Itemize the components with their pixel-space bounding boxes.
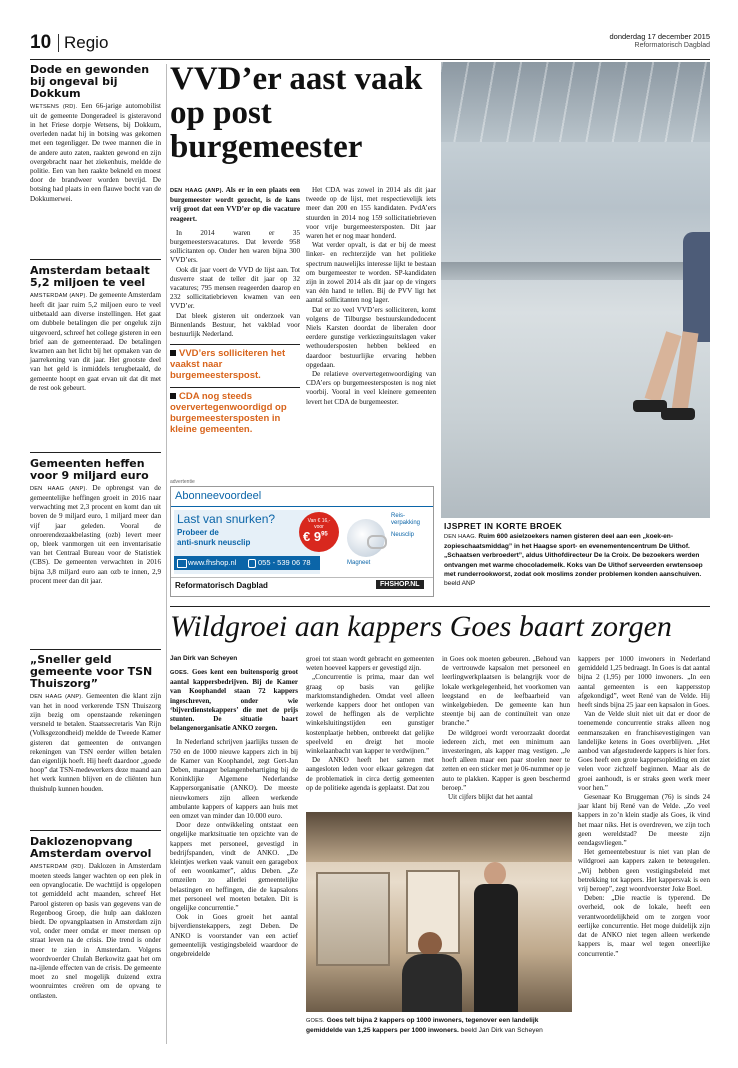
kappers-paragraph: Ook in Goes groeit het aantal bijverdienstekappers, zegt Deben. De ANKO is voorstander van een actief gemeentelijk vestigingsbeleid waardoor de ongebreidelde [170, 913, 298, 959]
kappers-paragraph: Gesenaar Ko Bruggeman (76) is sinds 24 jaar klant bij René van de Velde. „Zo veel kappers in zo’n klein stadje als Goes, ik vind het maar niks. Het is overdreven, we zijn toch geen wereldstad? De meeste zijn eendagsvliegen.” [578, 793, 710, 848]
ice-skating-photo [441, 62, 710, 518]
ad-banner: Abonneevoordeel [175, 490, 262, 502]
vvd-dateline: DEN HAAG (ANP). [170, 188, 224, 194]
vvd-paragraph: De relatieve oververtegenwoordiging van CDA’ers op burgemeestersposten is nog niet voorbij. Vooral in veel kleinere gemeenten levert het CDA de burgemeester. [306, 370, 436, 406]
cart-icon [177, 559, 187, 568]
ice-caption-credit: beeld ANP [444, 580, 476, 588]
kappers-paragraph: Van de Velde sluit niet uit dat er door de toenemende concurrentie straks alleen nog eenmanszaken en franchisevestigingen van landelijke ketens in Goes overblijven. „Het aanbod van afgestudeerde kappers is hier fors. Goes heeft een grote kappersopleiding en ziet velen voor zichzelf beginnen. Maar als de groei aanhoudt, is er straks geen werk meer voor hen.” [578, 710, 710, 792]
salon-photo-caption: GOES. Goes telt bijna 2 kappers op 1000 inwoners, tegenover een landelijk gemiddelde van 1,25 kappers per 1000 inwoners. beeld Jan Dirk van Scheyen [306, 1017, 543, 1035]
ice-caption-title: IJSPRET IN KORTE BROEK [444, 521, 563, 531]
brief-title: „Sneller geld gemeente voor TSN Thuiszorg” [30, 653, 153, 690]
header-date: donderdag 17 december 2015 [609, 32, 710, 41]
vvd-col-2 [306, 186, 436, 407]
vvd-headline: VVD’er aast vaak op post burgemeester [170, 61, 423, 165]
brief-divider [30, 830, 161, 831]
ad-brand: Reformatorisch Dagblad [175, 581, 268, 590]
brief-dateline: DEN HAAG (ANP). [30, 485, 88, 492]
ice-photo-caption: IJSPRET IN KORTE BROEK DEN HAAG. Ruim 600 asielzoekers namen gisteren deel aan een „koek-en-zopieschaatsmiddag” in het Haagse sport- en evenementencentrum De Uithof. „Schaatsen verbroedert”, aldus Uithofdirecteur De la Croix. De bezoekers werden ontvangen met warme chocolademelk. Koks van De Uithof serveerden erwtensoep met runderrookworst, zodat ook moslims zonder problemen konden aanschuiven. beeld ANP [444, 521, 710, 588]
ad-url[interactable]: www.fhshop.nl [188, 558, 237, 567]
brief-dateline: WETSENS (RD). [30, 103, 78, 110]
vvd-paragraph: Wat verder opvalt, is dat er bij de meest linker- en rechterzijde van het politieke spectrum nauwelijks interesse lijkt te bestaan om burgemeester te worden. SP-kandidaten zijn in zowel 2014 als dit jaar op de vingers van één hand te tellen. Bij de PVV ligt het aantal sollicitanten nog lager. [306, 241, 436, 305]
vvd-paragraph: Dat er zo veel VVD’ers solliciteren, komt volgens de Tilburgse bestuurskundedocent Niels Karsten doordat de liberalen door eerdere gunstige verkiezingsuitslagen vaker wethoudersposten hebben bekleed en daardoor bestuurlijke ervaring hebben opgedaan. [306, 305, 436, 369]
vvd-paragraph: Het CDA was zowel in 2014 als dit jaar tweede op de lijst, met respectievelijk iets meer dan 200 en 155 kandidaten. PvdA’ers stuurden in 2014 nog 159 sollicitatiebrieven voor vrije burgemeestersposten. Dit jaar waren het er nog maar honderd. [306, 186, 436, 241]
brief-dateline: AMSTERDAM (RD). [30, 863, 86, 870]
brief-title: Amsterdam betaalt 5,2 miljoen te veel [30, 264, 150, 289]
brief-5 [30, 836, 161, 1001]
brief-dateline: DEN HAAG (ANP). [30, 693, 84, 700]
kappers-paragraph: Het gemeentebestuur is niet van plan de wildgroei aan kappers zaken te beteugelen. „Wij hebben geen vestigingsbeleid met betrekking tot kappers. Het kappersvak is een vrij beroep”, zegt woordvoerster Joke Boel. [578, 848, 710, 894]
ad-headline: Last van snurken? [177, 512, 276, 526]
brief-title: Daklozenopvang Amsterdam overvol [30, 835, 152, 860]
ad-price-badge: Van € 16,- voor € $9^{95}$ [299, 512, 339, 552]
kappers-paragraph: kappers per 1000 inwoners in Nederland gemiddeld 1,25 bedraagt. In Goes is dat aantal bijna 2 (1,95) per 1000 inwoners. „In een aantal gemeenten is een kappersstop afgekondigd”, weet René van de Velde. Hij heeft sinds bijna 25 jaar een kapsalon in Goes. [578, 655, 710, 710]
ad-sub-1: Probeer de [177, 528, 219, 537]
kappers-paragraph: in Goes ook moeten gebeuren. „Behoud van de vertrouwde kapsalon met personeel en leerlingwerkplaatsen is belangrijk voor de lokale werkgelegenheid, het voorkomen van leegstand en de leefbaarheid van winkelgebieden. De gemeente kan hun steentje bij aan de continuïteit van onze branche.” [442, 655, 570, 728]
kappers-paragraph: De ANKO heeft het samen met aangesloten leden voor elkaar gekregen dat de problematiek in circa dertig gemeenten op de politieke agenda is geplaatst. Dat zou [306, 756, 434, 792]
brief-divider [30, 452, 161, 453]
kappers-headline: Wildgroei aan kappers Goes baart zorgen [170, 610, 672, 643]
hairdresser-figure [466, 862, 526, 1012]
client-figure [402, 932, 462, 1012]
kappers-paragraph: „Concurrentie is prima, maar dan wel graag op basis van gelijke marktomstandigheden. Omdat veel alleen werkende kappers door het ontlopen van zowel de heffingen als de verplichte winkelsluitingstijden een gunstiger kostenplaatje hebben, ontbreekt dat gelijke speelveld en dreigt het mooie winkelaanbacht van kapper te verdwijnen.” [306, 673, 434, 756]
brief-divider [30, 259, 161, 260]
kappers-lead: Goes kent een buitensporig groot aantal kappersbedrijven. Bij de Kamer van Koophandel staan 72 kappers ingeschreven, onder wie ‘bijverdienstekappers’ die met de prijs stunten. De situatie baart belangenorganisatie ANKO zorgen. [170, 668, 298, 733]
page-header [30, 30, 710, 58]
section-rule [170, 606, 710, 607]
brief-body: Een 66-jarige automobilist uit de gemeente Dongeradeel is gisteravond in het Friese dorpje Wetsens, bij Dokkum, overleden nadat hij in botsing was gekomen met een tegenligger. De twee mannen die in de andere auto zaten, raakten gewond en zijn overgebracht naar het ziekenhuis, meldde de politie. Een van hen raakte bekneld en moest door de brandweer worden bevrijd. De botsing had plaats in een flauwe bocht van de Dokkumerwei. [30, 101, 161, 203]
page-number: 10 [30, 32, 52, 53]
phone-icon [248, 559, 256, 568]
kappers-byline: Jan Dirk van Scheyen [170, 655, 238, 662]
brief-2 [30, 265, 161, 393]
ad-sub-2: anti-snurk neusclip [177, 538, 251, 547]
brief-title: Dode en gewonden bij ongeval bij Dokkum [30, 63, 150, 100]
kappers-paragraph: Door deze ontwikkeling ontstaat een ongelijke marktsituatie ten opzichte van de kappers met personeel, gevestigd in bedrijfspanden, vindt de ANKO. „De kleintjes werken vaak vanuit een garagebox of een woonkamer”, aldus Deben. „Ze omzeilen zo allerlei gemeentelijke belastingen en heffingen, die de kapsalons met personeel wel moeten betalen. Dit is ongelijke concurrentie.” [170, 821, 298, 913]
kappers-paragraph: Deben: „Die reactie is typerend. De overheid, ook de lokale, heeft een verantwoordelijkheid om te zorgen voor eerlijke concurrentie. Het moge duidelijk zijn dat de ANKO niet tegen alleen werkende kappers is, maar wel tegen oneerlijke concurrentie.” [578, 894, 710, 958]
ad-shop-logo: FHSHOP.NL [376, 580, 424, 589]
section-name: Regio [64, 33, 109, 52]
square-bullet-icon [170, 350, 176, 356]
brief-body: Gemeenten die klant zijn van het in nood verkerende TSN Thuiszorg zijn bezig om openstaande rekeningen versneld te betalen. Staatssecretaris Van Rijn (Volksgezondheid) meldde de Tweede Kamer gisteren dat gemeenten de ontvangen rekeningen van TSN eerder willen betalen dan eigenlijk hoeft. Hij heeft daardoor „goede hoop” dat TSN-medewerkers deze maand aan het werk kunnen blijven en de cliënten hun thuishulp kunnen houden. [30, 691, 161, 793]
kappers-paragraph: In Nederland schrijven jaarlijks tussen de 750 en de 1000 nieuwe kappers zich in bij de Kamer van Koophandel, zegt Gert-Jan Deben, manager belangenbehartiging bij de Koninklijke Algemene Nederlandse Kappersorganisatie (ANKO). De meeste nieuwkomers zijn alleen werkende ambulante kappers of kappers aan huis met een omzet van minder dan 10.000 euro. [170, 738, 298, 821]
vvd-paragraph: In 2014 waren er 35 burgemeestersvacatures. Dat leverde 958 sollicitanten op. Onder hen waren bijna 300 VVD’ers. [170, 228, 300, 265]
salon-caption-credit: beeld Jan Dirk van Scheyen [460, 1027, 543, 1035]
ad-contact-bar[interactable] [174, 556, 320, 570]
kappers-col-3 [442, 655, 570, 802]
kappers-col-1 [170, 668, 298, 959]
kappers-dateline: GOES. [170, 670, 189, 676]
kappers-paragraph: groei tot staan wordt gebracht en gemeenten weten hoeveel kappers er gevestigd zijn. [306, 655, 434, 673]
kappers-paragraph: De wildgroei wordt veroorzaakt doordat iedereen zich, met een minimum aan investeringen, als kapper mag vestigen. „Je hoeft alleen maar een paar stoelen neer te zetten en een sticker met je 06-nummer op je auto te plakken. Kapper is geen beschermd beroep.” [442, 728, 570, 792]
vvd-col-1 [170, 186, 300, 435]
vvd-paragraph: Ook dit jaar voert de VVD de lijst aan. Tot dusverre staat de teller dit jaar op 32 vacatures; 795 mensen reageerden daarop en 232 sollicitatiebrieven kwamen van een VVD’er. [170, 265, 300, 311]
vvd-highlight-2: CDA nog steeds oververtegenwoordigd op burgemeestersposten in kleine gemeenten. [170, 387, 300, 435]
brief-body: De gemeente Amsterdam heeft dit jaar ruim 5,2 miljoen euro te veel uitbetaald aan diverse instellingen. Het gaat om dubbele betalingen die per ongeluk zijn uitgevoerd, schreef het college gisteren in een brief aan de gemeenteraad. De betalingen kwamen aan het licht bij het opmaken van de jaarrekening van dit jaar. Het grootste deel van het geld is inmiddels terugbetaald, de gemeente hoopt en gaat ervan uit dat dit met de rest ook gebeurt. [30, 290, 162, 392]
brief-dateline: AMSTERDAM (ANP). [30, 292, 88, 299]
ad-label: advertentie [170, 479, 195, 485]
ceiling-truss [441, 62, 710, 142]
kappers-paragraph: Uit cijfers blijkt dat het aantal [448, 793, 533, 802]
brief-4 [30, 654, 161, 794]
brief-body: De opbrengst van de gemeentelijke heffingen groeit in 2016 naar verwachting met 2,3 procent en komt dan uit boven de 9 miljard euro, 1 miljard meer dan vijf jaar geleden. Vooral de onroerendezaakbelasting (ozb) levert meer op, bleek vanmorgen uit een inventarisatie van het Centraal Bureau voor de Statistiek (CBS). De gemeenten verwachten in 2016 bijna 3,8 miljard euro aan ozb te innen, 2,9 procent meer dan dit jaar. [30, 483, 161, 585]
header-paper: Reformatorisch Dagblad [634, 42, 710, 49]
kappers-col-4 [578, 655, 710, 959]
header-rule [30, 59, 710, 60]
ad-phone: 055 - 539 06 78 [258, 558, 311, 567]
column-divider [166, 64, 167, 1044]
header-divider [58, 34, 59, 52]
brief-title: Gemeenten heffen voor 9 miljard euro [30, 457, 149, 482]
brief-divider [30, 649, 161, 650]
ice-caption-text: Ruim 600 asielzoekers namen gisteren deel aan een „koek-en-zopieschaatsmiddag” in het Haagse sport- en evenementencentrum De Uithof. „Schaatsen verbroedert”, aldus Uithofdirecteur De la Croix. De bezoekers werden ontvangen met warme chocolademelk. Koks van De Uithof serveerden erwtensoep met runderrookworst, zodat ook moslims zonder problemen konden aanschuiven. [444, 533, 703, 578]
skater-silhouette [631, 232, 710, 422]
salon-caption-text: Goes telt bijna 2 kappers op 1000 inwoners, tegenover een landelijk gemiddelde van 1,25 kappers per 1000 inwoners. [306, 1017, 539, 1035]
vvd-highlight-1: VVD’ers solliciteren het vaakst naar burgemeesterspost. [170, 344, 300, 381]
ad-product-image: Reis- verpakking Neusclip Magneet [347, 513, 421, 566]
brief-3 [30, 458, 161, 586]
kappers-col-2 [306, 655, 434, 793]
hair-salon-photo [306, 812, 572, 1012]
vvd-lead: Als er in een plaats een burgemeester wordt gezocht, is de kans vrij groot dat een VVD’er op die vacature reageert. [170, 186, 300, 223]
brief-1 [30, 64, 161, 204]
square-bullet-icon [170, 393, 176, 399]
vvd-paragraph: Dat bleek gisteren uit onderzoek van Binnenlands Bestuur, het vakblad voor bestuurlijk Nederland. [170, 311, 300, 339]
advertisement[interactable] [170, 479, 434, 597]
brief-body: Daklozen in Amsterdam moeten steeds langer wachten op een plek in een opvanglocatie. De wachttijd is opgelopen tot gemiddeld acht maanden, schreef Het Parool gisteren op basis van gegevens van de Regenboog Groep, die hulp aan daklozen biedt. De opvangplaatsen in Amsterdam zijn vol, onder meer omdat er meer mensen op straat leven na de crisis. Die trend is onder meer te zien in Amsterdam. Volgens woordvoerder Chulah Berkowitz gaat het om na-ijlende effecten van de crisis. De gemeente moet zo snel mogelijk duizend extra woonruimtes creëren om de opvang te ontlasten. [30, 861, 162, 1000]
